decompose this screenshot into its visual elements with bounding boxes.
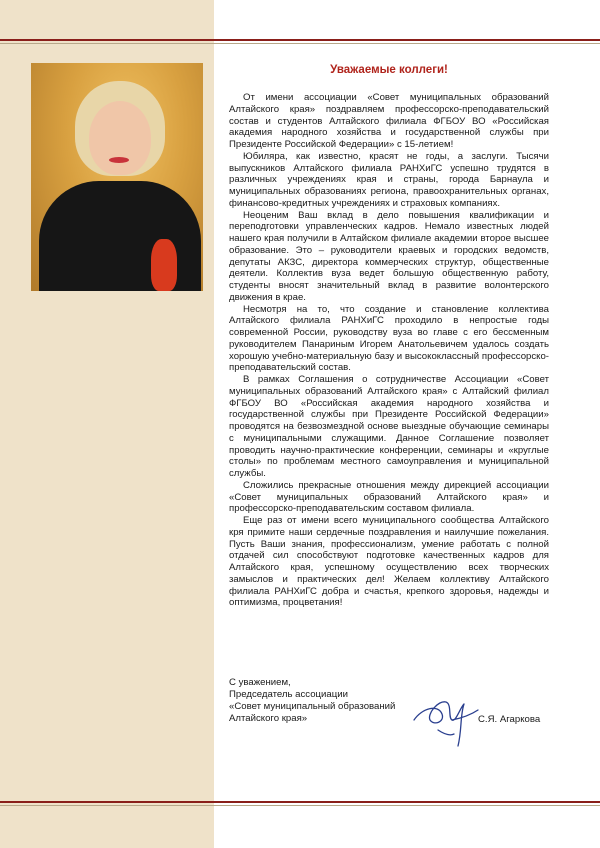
handwritten-signature xyxy=(408,690,482,752)
portrait-face xyxy=(89,101,151,175)
bottom-rule xyxy=(0,801,600,803)
letter-paragraph: Сложились прекрасные отношения между дирекцией ассоциации «Совет муниципальных образований Алтайского края» и профессорско-преподавательским составом филиала. xyxy=(229,479,549,515)
letter-paragraph: От имени ассоциации «Совет муниципальных образований Алтайского края» поздравляем профессорско-преподавательский состав и студентов Алтайского филиала ФГБОУ ВО «Российская академия народного хозяйства и государственной службы при Президенте Российской Федерации» с 15-летием! xyxy=(229,92,549,150)
closing-position: Председатель ассоциации xyxy=(229,688,348,700)
letter-paragraph: Еще раз от имени всего муниципального сообщества Алтайского кря примите наши сердечные поздравления и наилучшие пожелания. Пусть Ваши знания, профессионализм, умение работать с полной отдачей сил способствуют подготовке качественных кадров для Алтайского края, успешному осуществлению всех творческих замыслов и практических дел! Желаем коллективу Алтайского филиала РАНХиГС добра и счастья, крепкого здоровья, надежды и оптимизма, процветания! xyxy=(229,515,549,609)
portrait-photo xyxy=(31,63,203,291)
letter-closing xyxy=(229,677,429,725)
letter-paragraph: Несмотря на то, что создание и становление коллектива Алтайского филиала РАНХиГС проходило в непростые годы современной России, руководству вуза во главе с его бессменным руководителем Панариным Игорем Анатольевичем удалось создать хорошую учебно-материальную базу и высококлассный профессорско-преподавательский состав. xyxy=(229,303,549,374)
top-rule-thin xyxy=(0,43,600,44)
letter-body xyxy=(229,64,549,609)
letter-paragraph: Юбиляра, как известно, красят не годы, а заслуги. Тысячи выпускников Алтайского филиала РАНХиГС успешно трудятся в различных учреждениях края и страны, города Барнаула и муниципальных образованиях региона, правоохранительных органах, финансово-кредитных учреждениях и страховых компаниях. xyxy=(229,150,549,209)
closing-organization-line2: Алтайского края» xyxy=(229,712,308,724)
bottom-rule-thin xyxy=(0,805,600,806)
letter-greeting: Уважаемые коллеги! xyxy=(330,64,448,76)
portrait-brooch xyxy=(151,239,177,291)
letter-paragraph: В рамках Соглашения о сотрудничестве Ассоциации «Совет муниципальных образований Алтайского края» с Алтайский филиал ФГБОУ ВО «Российская академия народного хозяйства и государственной службы при Президенте Российской Федерации» проводятся на безвозмездной основе выездные обучающие семинары с муниципальными служащими. Данное Соглашение позволяет проводить научно-практические конференции, семинары и «круглые столы» по проблемам местного самоуправления и муниципальной службы. xyxy=(229,374,549,479)
closing-organization-line1: «Совет муниципальный образований xyxy=(229,700,396,712)
top-rule xyxy=(0,39,600,41)
closing-regards: С уважением, xyxy=(229,677,291,688)
signer-name: С.Я. Агаркова xyxy=(478,714,541,725)
portrait-lips xyxy=(109,157,129,163)
letter-paragraph: Неоценим Ваш вклад в дело повышения квалификации и переподготовки управленческих кадров. Немало известных людей нашего края получили в Алтайском филиале академии второе высшее образование. Это – руководители краевых и городских ведомств, депутаты АКЗС, директора коммерческих структур, общественные деятели. Коллектив вуза ведет большую общественную работу, студенты вносят значительный вклад в развитие волонтерского движения в крае. xyxy=(229,209,549,303)
